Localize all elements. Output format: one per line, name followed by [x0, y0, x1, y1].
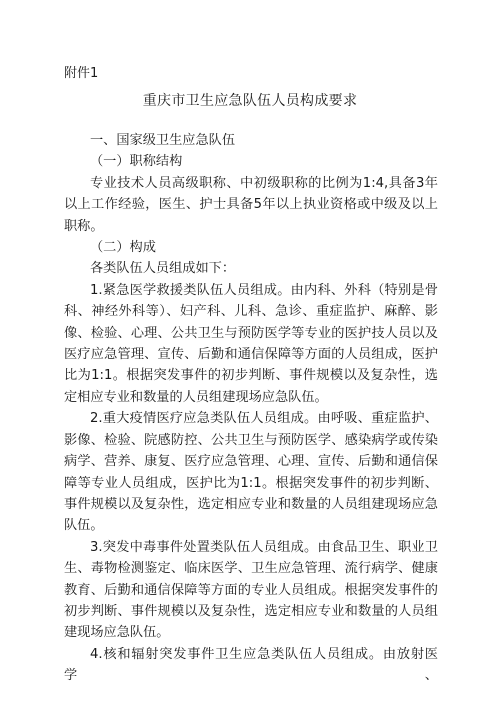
- attachment-label: 附件1: [64, 66, 99, 81]
- subsection-heading-structure: （一）职称结构: [90, 154, 183, 170]
- section-heading-national: 一、国家级卫生应急队伍: [90, 133, 236, 148]
- list-item: 4.核和辐射突发事件卫生应急类队伍人员组成。由放射医学、: [64, 646, 438, 684]
- list-item: 1.紧急医学救援类队伍人员组成。由内科、外科（特别是骨科、神经外科等）、妇产科、儿科、急诊、重症监护、麻醉、影像、检验、心理、公共卫生与预防医学等专业的医护技人员以及医疗应急管理、宣传、后勤和通信保障等方面的人员组成，医护比为1:1。根据突发事件的初步判断、事件规模以及复杂性，选定相应专业和数量的人员组建现场应急队伍。: [64, 282, 438, 405]
- paragraph-structure: 专业技术人员高级职称、中初级职称的比例为1:4,具备3年以上工作经验，医生、护士具备5年以上执业资格或中级及以上职称。: [64, 175, 438, 234]
- document-body: [64, 128, 438, 687]
- document-title: 重庆市卫生应急队伍人员构成要求: [142, 93, 358, 109]
- list-item: 2.重大疫情医疗应急类队伍人员组成。由呼吸、重症监护、影像、检验、院感防控、公共卫生与预防医学、感染病学或传染病学、营养、康复、医疗应急管理、心理、宣传、后勤和通信保障等专业人员组成，医护比为1:1。根据突发事件的初步判断、事件规模以及复杂性，选定相应专业和数量的人员组建现场应急队伍。: [64, 411, 438, 534]
- list-item: 3.突发中毒事件处置类队伍人员组成。由食品卫生、职业卫生、毒物检测鉴定、临床医学、卫生应急管理、流行病学、健康教育、后勤和通信保障等方面的专业人员组成。根据突发事件的初步判断、事件规模以及复杂性，选定相应专业和数量的人员组建现场应急队伍。: [64, 539, 438, 641]
- subsection-heading-composition: （二）构成: [90, 240, 156, 256]
- paragraph-composition-intro: 各类队伍人员组成如下：: [90, 261, 236, 277]
